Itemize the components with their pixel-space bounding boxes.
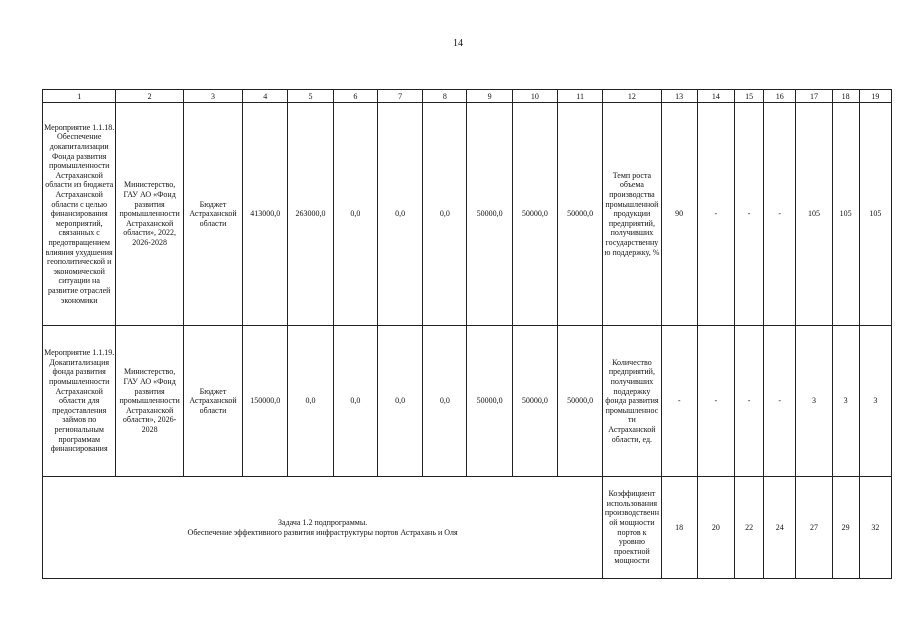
finance-cell: 0,0	[333, 103, 377, 326]
page-number: 14	[453, 38, 463, 49]
column-number: 8	[423, 90, 467, 103]
finance-cell: 0,0	[288, 326, 333, 477]
indicator-value: 24	[764, 477, 796, 579]
column-number: 18	[832, 90, 859, 103]
indicator-name: Темп роста объема производства промышленной продукции предприятий, получивших государственную поддержку, %	[603, 103, 661, 326]
indicator-value: 105	[832, 103, 859, 326]
indicator-value: -	[661, 326, 697, 477]
indicator-value: 22	[735, 477, 764, 579]
finance-cell: 50000,0	[557, 326, 602, 477]
indicator-value: 105	[796, 103, 832, 326]
indicator-value: 27	[796, 477, 832, 579]
funding-source: Бюджет Астраханской области	[183, 326, 242, 477]
indicator-value: 90	[661, 103, 697, 326]
column-number: 6	[333, 90, 377, 103]
finance-cell: 413000,0	[243, 103, 288, 326]
finance-cell: 263000,0	[288, 103, 333, 326]
indicator-value: 20	[697, 477, 734, 579]
measure-name: Мероприятие 1.1.19. Докапитализация фонда развития промышленности Астраханской области для предоставления займов по региональным программам финансирования	[43, 326, 116, 477]
finance-cell: 50000,0	[467, 326, 512, 477]
finance-cell: 50000,0	[557, 103, 602, 326]
executor: Министерство, ГАУ АО «Фонд развития промышленности Астраханской области», 2026-2028	[116, 326, 183, 477]
finance-cell: 50000,0	[512, 326, 557, 477]
finance-cell: 0,0	[377, 103, 422, 326]
column-number: 5	[288, 90, 333, 103]
column-number: 13	[661, 90, 697, 103]
indicator-name: Количество предприятий, получивших поддержку фонда развития промышленности Астраханской области, ед.	[603, 326, 661, 477]
indicator-value: -	[697, 326, 734, 477]
indicator-value: -	[735, 103, 764, 326]
finance-cell: 0,0	[377, 326, 422, 477]
finance-cell: 0,0	[423, 326, 467, 477]
indicator-value: 3	[832, 326, 859, 477]
indicator-value: -	[697, 103, 734, 326]
program-table	[42, 89, 892, 579]
task-title: Задача 1.2 подпрограммы.	[278, 517, 368, 527]
finance-cell: 0,0	[423, 103, 467, 326]
column-number: 10	[512, 90, 557, 103]
indicator-value: 18	[661, 477, 697, 579]
measure-name: Мероприятие 1.1.18. Обеспечение докапитализации Фонда развития промышленности Астраханской области из бюджета Астраханской области с целью финансирования мероприятий, связанных с предотвращением влияния ухудшения геополитической и экономической ситуации на развитие отраслей экономики	[43, 103, 116, 326]
finance-cell: 50000,0	[467, 103, 512, 326]
finance-cell: 150000,0	[243, 326, 288, 477]
column-number: 7	[377, 90, 422, 103]
column-number: 11	[557, 90, 602, 103]
column-number: 9	[467, 90, 512, 103]
indicator-value: 3	[796, 326, 832, 477]
table-row-measure-1-1-19	[43, 326, 892, 477]
executor: Министерство, ГАУ АО «Фонд развития промышленности Астраханской области», 2022, 2026-2028	[116, 103, 183, 326]
column-number: 1	[43, 90, 116, 103]
column-number: 17	[796, 90, 832, 103]
column-number: 3	[183, 90, 242, 103]
indicator-value: 105	[859, 103, 891, 326]
indicator-value: 3	[859, 326, 891, 477]
column-number: 2	[116, 90, 183, 103]
column-number: 16	[764, 90, 796, 103]
column-number: 12	[603, 90, 661, 103]
indicator-value: 29	[832, 477, 859, 579]
column-number: 15	[735, 90, 764, 103]
indicator-value: -	[764, 103, 796, 326]
indicator-value: -	[735, 326, 764, 477]
column-number: 19	[859, 90, 891, 103]
column-number: 14	[697, 90, 734, 103]
table-row-task-1-2	[43, 477, 892, 579]
indicator-value: 32	[859, 477, 891, 579]
indicator-name: Коэффициент использования производственной мощности портов к уровню проектной мощности	[603, 477, 661, 579]
funding-source: Бюджет Астраханской области	[183, 103, 242, 326]
finance-cell: 0,0	[333, 326, 377, 477]
table-row-measure-1-1-18	[43, 103, 892, 326]
column-number: 4	[243, 90, 288, 103]
indicator-value: -	[764, 326, 796, 477]
task-subtitle: Обеспечение эффективного развития инфраструктуры портов Астрахань и Оля	[187, 527, 458, 537]
finance-cell: 50000,0	[512, 103, 557, 326]
column-number-row	[43, 90, 892, 103]
task-heading	[43, 477, 603, 579]
